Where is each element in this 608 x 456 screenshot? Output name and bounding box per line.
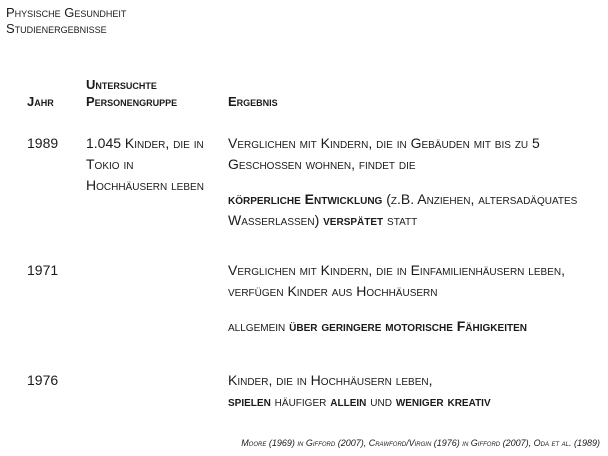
group-line: Tokio in (86, 156, 134, 172)
header-group-line-1: Untersuchte (86, 77, 157, 92)
title-line-2: Studienergebnisse (6, 21, 107, 36)
result-line: Verglichen mit Kindern, die in Gebäuden mit bis zu 5 (228, 135, 540, 151)
row-1971-result-part1 (228, 260, 600, 302)
text: Wasserlassen) (228, 212, 324, 228)
result-line: Verglichen mit Kindern, die in Einfamilienhäusern leben, (228, 262, 565, 278)
row-1989-group (86, 133, 204, 196)
result-line: verfügen Kinder aus Hochhäusern (228, 283, 438, 299)
emphasis: körperliche Entwicklung (228, 191, 383, 207)
text: und (366, 393, 396, 409)
row-1989-result-part2 (228, 189, 600, 231)
emphasis: verspätet (323, 212, 384, 228)
emphasis: spielen (228, 393, 271, 409)
page-title (6, 5, 126, 37)
row-1976-result (228, 370, 600, 412)
source-footnote: Moore (1969) in Gifford (2007), Crawford/Virgin (1976) in Gifford (2007), Oda et al. (1989) (241, 438, 600, 448)
emphasis: allein (330, 393, 367, 409)
row-1989-year: 1989 (27, 135, 59, 151)
result-line: Kinder, die in Hochhäusern leben, (228, 372, 433, 388)
group-line: Hochhäusern leben (86, 177, 204, 193)
result-line (228, 391, 600, 412)
text: statt (383, 212, 418, 228)
header-result: Ergebnis (228, 94, 278, 109)
result-line (228, 210, 600, 231)
header-year: Jahr (27, 94, 54, 109)
group-line: 1.045 Kinder, die in (86, 135, 204, 151)
result-line (228, 316, 600, 337)
row-1989-result-part1 (228, 133, 600, 175)
text: (z.B. Anziehen, altersadäquates (382, 191, 578, 207)
emphasis: über geringere motorische Fähigkeiten (289, 318, 527, 334)
text: häufiger (270, 393, 331, 409)
header-group-line-2: Personengruppe (86, 94, 178, 109)
row-1976-year: 1976 (27, 372, 59, 388)
row-1971-year: 1971 (27, 262, 59, 278)
header-group (86, 76, 177, 110)
result-line: Geschossen wohnen, findet die (228, 156, 416, 172)
title-line-1: Physische Gesundheit (6, 5, 127, 20)
result-line (228, 189, 600, 210)
emphasis: weniger kreativ (395, 393, 491, 409)
row-1971-result-part2 (228, 316, 600, 337)
text: allgemein (228, 318, 290, 334)
